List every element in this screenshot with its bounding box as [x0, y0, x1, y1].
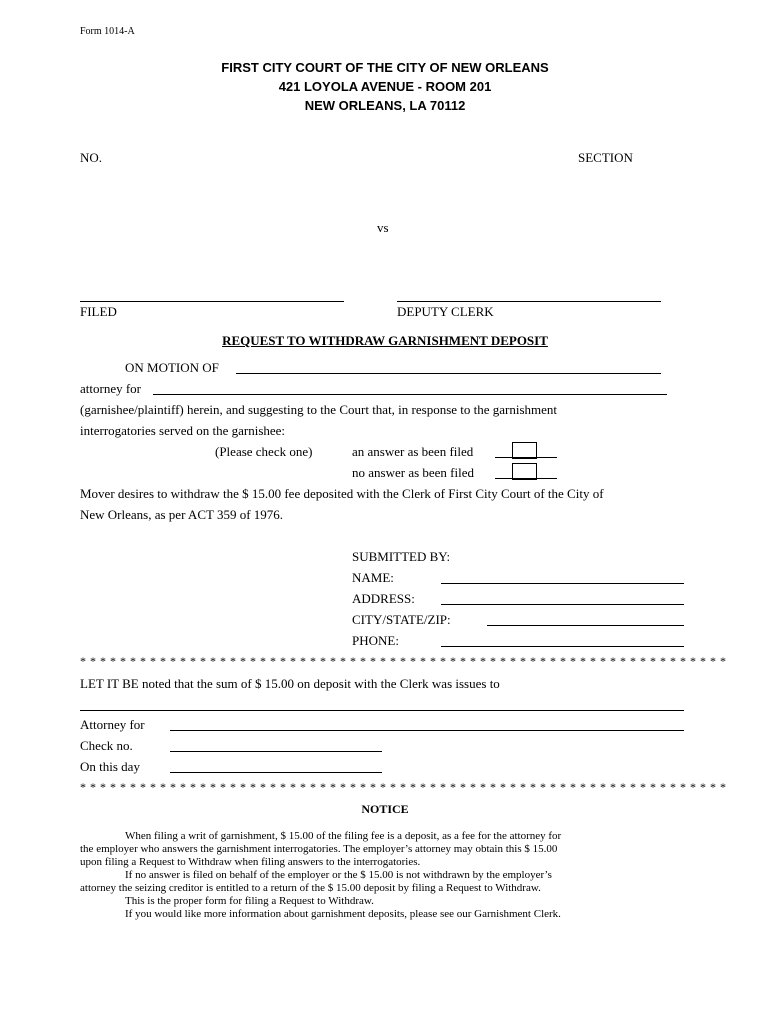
no-answer-checkbox[interactable] [512, 463, 537, 480]
notice-line: If you would like more information about garnishment deposits, please see our Garnishment Clerk. [125, 908, 561, 920]
mover-text-line1: Mover desires to withdraw the $ 15.00 fee deposited with the Clerk of First City Court of the City of [80, 486, 604, 501]
notice-heading: NOTICE [361, 802, 409, 816]
option-no-answer-label: no answer as been filed [352, 465, 475, 480]
notice-line: When filing a writ of garnishment, $ 15.00 of the filing fee is a deposit, as a fee for the attorney for [125, 830, 562, 842]
name-field[interactable] [441, 583, 684, 584]
check-no-label: Check no. [80, 738, 133, 753]
address-label: ADDRESS: [352, 591, 415, 606]
notice-line: If no answer is filed on behalf of the employer or the $ 15.00 is not withdrawn by the employer’s [125, 869, 552, 881]
answer-filed-checkbox[interactable] [512, 442, 537, 459]
deputy-clerk-line[interactable] [397, 301, 661, 302]
interrogatories-text: interrogatories served on the garnishee: [80, 423, 286, 438]
star-divider-bottom: * * * * * * * * * * * * * * * * * * * * * * * * * * * * * * * * * * * * * * * * * * * * * * * * * * * * * * * * * * * * * * * * * [80, 780, 727, 794]
case-number-label: NO. [80, 150, 103, 165]
notice-line: the employer who answers the garnishment interrogatories. The employer’s attorney may obtain this $ 15.00 [80, 843, 558, 855]
notice-line: This is the proper form for filing a Request to Withdraw. [125, 895, 374, 907]
star-divider-top: * * * * * * * * * * * * * * * * * * * * * * * * * * * * * * * * * * * * * * * * * * * * * * * * * * * * * * * * * * * * * * * * * [80, 654, 727, 668]
on-this-day-label: On this day [80, 759, 140, 774]
form-title: REQUEST TO WITHDRAW GARNISHMENT DEPOSIT [222, 333, 548, 348]
court-name: FIRST CITY COURT OF THE CITY OF NEW ORLEANS [221, 60, 549, 75]
suggestion-text: (garnishee/plaintiff) herein, and suggesting to the Court that, in response to the garnishment [80, 402, 558, 417]
court-city: NEW ORLEANS, LA 70112 [304, 98, 466, 113]
name-label: NAME: [352, 570, 394, 585]
issued-to-field[interactable] [80, 710, 684, 711]
on-this-day-field[interactable] [170, 772, 382, 773]
clerk-attorney-for-label: Attorney for [80, 717, 145, 732]
city-state-zip-field[interactable] [487, 625, 684, 626]
section-label: SECTION [578, 150, 633, 165]
address-field[interactable] [441, 604, 684, 605]
attorney-for-label: attorney for [80, 381, 142, 396]
please-check-label: (Please check one) [215, 444, 313, 459]
city-state-zip-label: CITY/STATE/ZIP: [352, 612, 451, 627]
court-address: 421 LOYOLA AVENUE - ROOM 201 [278, 79, 492, 94]
phone-field[interactable] [441, 646, 684, 647]
clerk-attorney-for-field[interactable] [170, 730, 684, 731]
on-motion-of-label: ON MOTION OF [125, 360, 219, 375]
option-answer-filed-label: an answer as been filed [352, 444, 474, 459]
check-no-field[interactable] [170, 751, 382, 752]
notice-line: upon filing a Request to Withdraw when filing answers to the interrogatories. [80, 856, 421, 868]
phone-label: PHONE: [352, 633, 399, 648]
vs-label: vs [377, 220, 389, 235]
notice-line: attorney the seizing creditor is entitled to a return of the $ 15.00 deposit by filing a Request to Withdraw. [80, 882, 541, 894]
movant-name-field[interactable] [236, 373, 661, 374]
let-it-be-text: LET IT BE noted that the sum of $ 15.00 on deposit with the Clerk was issues to [80, 676, 500, 691]
filed-line[interactable] [80, 301, 344, 302]
deputy-clerk-label: DEPUTY CLERK [397, 304, 494, 319]
filed-label: FILED [80, 304, 117, 319]
attorney-for-field[interactable] [153, 394, 667, 395]
submitted-by-label: SUBMITTED BY: [352, 549, 451, 564]
mover-text-line2: New Orleans, as per ACT 359 of 1976. [80, 507, 284, 522]
form-id: Form 1014-A [80, 26, 135, 37]
